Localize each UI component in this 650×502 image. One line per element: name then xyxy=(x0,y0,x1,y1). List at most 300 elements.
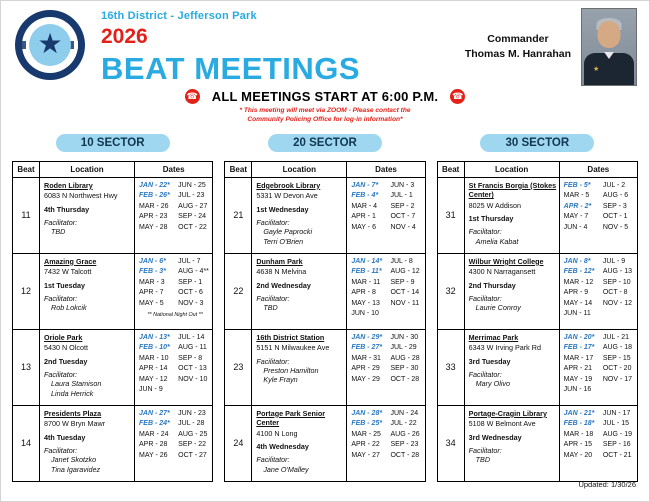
meeting-date: SEP - 24 xyxy=(178,213,207,221)
column-header: Dates xyxy=(135,161,213,177)
meeting-date: SEP - 8 xyxy=(178,354,203,362)
facilitator-label: Facilitator: xyxy=(44,445,78,455)
location-address: 5151 N Milwaukee Ave xyxy=(256,343,330,353)
phone-icon-right: ☎ xyxy=(450,89,465,104)
meeting-date: FEB - 25* xyxy=(351,420,383,428)
dates-columns xyxy=(351,409,423,462)
updated-label: Updated: 1/30/26 xyxy=(578,480,636,489)
location-address: 5108 W Belmont Ave xyxy=(468,419,536,429)
meeting-date: AUG - 25 xyxy=(178,430,208,438)
dates-columns xyxy=(564,257,636,320)
dates-columns xyxy=(139,409,211,462)
police-star-icon: ★ xyxy=(37,28,63,59)
dates-column xyxy=(564,257,597,320)
beat-number: 12 xyxy=(13,253,40,329)
district-line: 16th District - Jefferson Park xyxy=(101,10,257,22)
meeting-day: 4th Wednesday xyxy=(256,441,309,451)
sector-header-pill: 30 SECTOR xyxy=(480,134,594,152)
meeting-date: JUL - 28 xyxy=(178,420,205,428)
year-label: 2026 xyxy=(101,25,148,48)
meeting-date: FEB - 26* xyxy=(139,192,170,200)
meeting-date: AUG - 11 xyxy=(178,344,207,352)
table-header-row xyxy=(437,161,637,177)
meeting-date: JUN - 17 xyxy=(602,409,631,417)
location-address: 8700 W Bryn Mawr xyxy=(44,419,106,429)
beat-number: 33 xyxy=(437,329,464,405)
phone-icon-left: ☎ xyxy=(185,89,200,104)
facilitator-name: Kyle Frayn xyxy=(263,375,298,385)
dates-cell xyxy=(135,329,213,405)
meeting-date: APR - 9 xyxy=(563,289,589,297)
meeting-date: FEB - 27* xyxy=(351,344,383,352)
banner-text: ALL MEETINGS START AT 6:00 P.M. xyxy=(211,89,439,104)
meeting-date: JUN - 24 xyxy=(390,409,419,417)
meeting-date: JAN - 20* xyxy=(563,333,595,341)
meeting-date: JAN - 22* xyxy=(139,181,170,189)
beat-number: 32 xyxy=(437,253,464,329)
facilitator-label: Facilitator: xyxy=(256,293,290,303)
meeting-date: OCT - 21 xyxy=(602,451,632,459)
dates-column xyxy=(351,181,384,234)
commander-photo xyxy=(581,8,637,86)
meeting-date: FEB - 4* xyxy=(351,192,379,200)
location-name: St Francis Borgia (Stokes Center) xyxy=(468,180,557,200)
flyer-header xyxy=(1,1,649,87)
facilitator-label: Facilitator: xyxy=(468,445,502,455)
location-name: 16th District Station xyxy=(256,332,325,342)
beat-row xyxy=(437,329,637,405)
beat-number: 22 xyxy=(225,253,252,329)
beat-row xyxy=(13,177,213,253)
meeting-date: JAN - 27* xyxy=(139,409,170,417)
meeting-date: JUL - 15 xyxy=(602,420,630,428)
dates-column xyxy=(390,333,423,386)
dates-columns xyxy=(351,257,423,320)
district-badge-logo xyxy=(15,10,85,80)
meeting-date: JUN - 9 xyxy=(139,386,163,394)
meeting-date: MAR - 25 xyxy=(351,430,381,438)
location-name: Portage-Cragin Library xyxy=(468,408,547,418)
beat-number: 31 xyxy=(437,177,464,253)
dates-columns xyxy=(139,333,211,396)
dates-cell xyxy=(347,329,425,405)
dates-cell xyxy=(559,177,637,253)
location-address: 4638 N Melvina xyxy=(256,267,307,277)
meeting-date: AUG - 26 xyxy=(390,430,420,438)
meeting-date: JUL - 8 xyxy=(390,257,413,265)
meeting-date: FEB - 5* xyxy=(563,181,591,189)
meeting-date: APR - 8 xyxy=(351,289,376,297)
meeting-date: JUN - 30 xyxy=(390,333,419,341)
beat-number: 34 xyxy=(437,405,464,481)
dates-column xyxy=(603,181,636,234)
meeting-date: MAR - 12 xyxy=(563,278,594,286)
meeting-date: APR - 7 xyxy=(139,289,164,297)
meeting-date: FEB - 11* xyxy=(351,268,382,276)
meeting-date: SEP - 9 xyxy=(390,278,415,286)
beat-row xyxy=(437,253,637,329)
facilitator-label: Facilitator: xyxy=(44,369,78,379)
location-name: Oriole Park xyxy=(44,332,83,342)
meeting-date: SEP - 15 xyxy=(602,354,631,362)
dates-cell xyxy=(559,405,637,481)
location-address: 5331 W Devon Ave xyxy=(256,191,318,201)
facilitator-name: Mary Olivo xyxy=(475,379,511,389)
facilitator-label: Facilitator: xyxy=(256,455,290,465)
photo-head xyxy=(598,21,621,48)
dates-column xyxy=(139,409,172,462)
meeting-day: 2nd Thursday xyxy=(468,280,516,290)
meeting-date: MAY - 27 xyxy=(351,451,380,459)
meeting-date: FEB - 3* xyxy=(139,268,166,276)
meeting-date: SEP - 23 xyxy=(390,441,419,449)
meeting-date: SEP - 2 xyxy=(390,202,415,210)
meeting-date: AUG - 28 xyxy=(390,354,420,362)
location-cell xyxy=(252,329,347,405)
dates-column xyxy=(603,257,636,320)
facilitator-name: Gayle Paprocki xyxy=(263,227,313,237)
meeting-date: AUG - 27 xyxy=(178,202,208,210)
meeting-date: NOV - 10 xyxy=(178,375,208,383)
meeting-date: JUL - 2 xyxy=(602,181,626,189)
facilitator-name: Laurie Conroy xyxy=(475,303,521,313)
dates-column xyxy=(351,333,384,386)
facilitator-name: Preston Hamilton xyxy=(263,365,319,375)
beat-row xyxy=(13,329,213,405)
meeting-date: AUG - 18 xyxy=(602,344,632,352)
beat-row xyxy=(225,177,425,253)
meeting-date: FEB - 18* xyxy=(563,420,595,428)
meeting-date: SEP - 16 xyxy=(602,441,631,449)
dates-columns xyxy=(139,181,211,234)
column-header: Location xyxy=(464,161,559,177)
meeting-date: AUG - 6 xyxy=(602,192,629,200)
meeting-date: OCT - 8 xyxy=(602,289,628,297)
dates-column xyxy=(178,181,211,234)
location-address: 6083 N Northwest Hwy xyxy=(44,191,118,201)
meeting-date: MAY - 13 xyxy=(351,299,380,307)
location-address: 4100 N Long xyxy=(256,428,298,438)
column-header: Dates xyxy=(559,161,637,177)
meeting-date: MAR - 3 xyxy=(139,278,165,286)
meeting-date: FEB - 17* xyxy=(563,344,595,352)
meeting-day: 2nd Tuesday xyxy=(44,356,88,366)
location-name: Merrimac Park xyxy=(468,332,519,342)
meeting-date: MAY - 7 xyxy=(563,213,589,221)
zoom-note-line1: * This meeting will meet via ZOOM - Please contact the xyxy=(239,107,411,114)
meeting-date: MAY - 6 xyxy=(351,223,376,231)
meeting-date: MAR - 31 xyxy=(351,354,381,362)
meeting-date: NOV - 12 xyxy=(602,299,632,307)
dates-column xyxy=(351,257,384,320)
commander-name: Thomas M. Hanrahan xyxy=(464,48,571,61)
column-header: Dates xyxy=(347,161,425,177)
title-block xyxy=(101,8,360,87)
meeting-date: JUN - 11 xyxy=(563,310,591,318)
dates-column xyxy=(564,409,597,462)
meeting-date: OCT - 22 xyxy=(178,223,207,231)
location-name: Edgebrook Library xyxy=(256,180,321,190)
facilitator-name: Linda Herrick xyxy=(51,388,94,398)
beat-table xyxy=(437,161,638,482)
beat-table xyxy=(224,161,425,482)
meeting-date: JUL - 14 xyxy=(178,333,205,341)
meeting-date: SEP - 22 xyxy=(178,441,207,449)
meeting-date: JAN - 29* xyxy=(351,333,383,341)
badge-inner-disc xyxy=(29,24,71,66)
column-header: Location xyxy=(252,161,347,177)
badge-star-icon: ★ xyxy=(593,66,600,73)
meeting-date: APR - 28 xyxy=(139,441,168,449)
meeting-date: NOV - 5 xyxy=(602,223,629,231)
beat-table xyxy=(12,161,213,482)
table-header-row xyxy=(225,161,425,177)
facilitator-name: Janet Skotzko xyxy=(51,455,97,465)
meeting-date: AUG - 12 xyxy=(390,268,420,276)
column-header: Location xyxy=(40,161,135,177)
dates-column xyxy=(178,257,211,310)
sector-header-pill: 10 SECTOR xyxy=(56,134,170,152)
dates-cell xyxy=(347,253,425,329)
meeting-date: AUG - 19 xyxy=(602,430,632,438)
meeting-date: NOV - 4 xyxy=(390,223,416,231)
facilitator-name: Rob Lokcik xyxy=(51,303,87,313)
dates-cell xyxy=(135,177,213,253)
location-address: 5430 N Olcott xyxy=(44,343,88,353)
dates-cell xyxy=(135,253,213,329)
location-address: 8025 W Addison xyxy=(468,200,522,210)
meeting-date: JUL - 29 xyxy=(390,344,417,352)
location-cell xyxy=(40,177,135,253)
location-cell xyxy=(464,253,559,329)
meeting-date: APR - 29 xyxy=(351,365,380,373)
beat-number: 23 xyxy=(225,329,252,405)
meeting-day: 1st Tuesday xyxy=(44,280,86,290)
meeting-date: OCT - 1 xyxy=(602,213,628,221)
meeting-date: APR - 21 xyxy=(563,365,593,373)
meeting-date: MAR - 10 xyxy=(139,354,169,362)
meeting-date: JAN - 7* xyxy=(351,181,379,189)
column-header: Beat xyxy=(437,161,464,177)
beat-row xyxy=(225,253,425,329)
meeting-date: OCT - 14 xyxy=(390,289,420,297)
beat-number: 11 xyxy=(13,177,40,253)
dates-cell xyxy=(559,253,637,329)
dates-column xyxy=(139,181,172,234)
meeting-date: JUN - 23 xyxy=(178,409,206,417)
meeting-date: FEB - 12* xyxy=(563,268,595,276)
dates-column xyxy=(390,181,423,234)
meeting-date: OCT - 6 xyxy=(178,289,203,297)
meeting-day: 3rd Tuesday xyxy=(468,356,511,366)
facilitator-name: TBD xyxy=(475,455,491,465)
meeting-date: APR - 23 xyxy=(139,213,168,221)
facilitator-name: Jane O'Malley xyxy=(263,464,309,474)
meeting-day: 4th Thursday xyxy=(44,204,90,214)
meeting-date: JAN - 13* xyxy=(139,333,170,341)
meeting-date: MAY - 12 xyxy=(139,375,168,383)
sector-header-pill: 20 SECTOR xyxy=(268,134,382,152)
dates-column xyxy=(351,409,384,462)
location-cell xyxy=(252,177,347,253)
meeting-date: MAY - 19 xyxy=(563,375,593,383)
meeting-date: NOV - 11 xyxy=(390,299,420,307)
location-cell xyxy=(464,177,559,253)
dates-cell xyxy=(135,405,213,481)
dates-note: ** National Night Out ** xyxy=(147,312,203,319)
dates-columns xyxy=(139,257,211,310)
meeting-date: MAR - 18 xyxy=(563,430,594,438)
dates-column xyxy=(178,333,211,396)
sector-column xyxy=(224,134,425,482)
meeting-date: MAR - 11 xyxy=(351,278,381,286)
zoom-note-line2: Community Policing Office for log-in information* xyxy=(247,115,403,123)
meeting-date: MAY - 14 xyxy=(563,299,593,307)
meeting-day: 3rd Wednesday xyxy=(468,432,522,442)
meeting-date: NOV - 3 xyxy=(178,299,204,307)
meeting-date: JAN - 6* xyxy=(139,257,166,265)
meeting-day: 1st Thursday xyxy=(468,213,514,223)
meeting-date: OCT - 27 xyxy=(178,451,207,459)
meeting-date: APR - 2* xyxy=(563,202,592,210)
location-name: Wilbur Wright College xyxy=(468,256,544,266)
dates-column xyxy=(603,333,636,396)
meeting-date: APR - 1 xyxy=(351,213,376,221)
meeting-date: SEP - 3 xyxy=(602,202,627,210)
location-cell xyxy=(464,405,559,481)
location-name: Roden Library xyxy=(44,180,93,190)
facilitator-label: Facilitator: xyxy=(44,293,78,303)
sector-tables xyxy=(1,134,649,482)
facilitator-name: Laura Stamison xyxy=(51,379,102,389)
location-name: Dunham Park xyxy=(256,256,303,266)
meeting-date: MAR - 5 xyxy=(563,192,590,200)
meeting-date: MAY - 28 xyxy=(139,223,168,231)
meeting-date: JUL - 22 xyxy=(390,420,417,428)
meeting-date: JUN - 25 xyxy=(178,181,206,189)
location-address: 6343 W Irving Park Rd xyxy=(468,343,541,353)
sector-column xyxy=(12,134,213,482)
location-cell xyxy=(40,329,135,405)
facilitator-label: Facilitator: xyxy=(468,369,502,379)
meeting-date: JUL - 9 xyxy=(602,257,626,265)
meeting-date: JUL - 1 xyxy=(390,192,413,200)
column-header: Beat xyxy=(225,161,252,177)
meeting-date: NOV - 17 xyxy=(602,375,632,383)
meeting-date: OCT - 7 xyxy=(390,213,416,221)
meeting-date: JAN - 28* xyxy=(351,409,383,417)
beat-row xyxy=(225,405,425,481)
beat-row xyxy=(13,253,213,329)
meeting-date: MAY - 26 xyxy=(139,451,168,459)
beat-row xyxy=(13,405,213,481)
beat-number: 21 xyxy=(225,177,252,253)
dates-column xyxy=(139,333,172,396)
facilitator-name: Terri O'Brien xyxy=(263,236,304,246)
meeting-date: MAY - 5 xyxy=(139,299,164,307)
dates-column xyxy=(390,257,423,320)
meeting-day: 1st Wednesday xyxy=(256,204,309,214)
meeting-date: OCT - 28 xyxy=(390,451,420,459)
location-address: 7432 W Talcott xyxy=(44,267,92,277)
beat-number: 24 xyxy=(225,405,252,481)
meeting-date: SEP - 1 xyxy=(178,278,203,286)
meeting-date: AUG - 13 xyxy=(602,268,632,276)
meeting-date: JAN - 8* xyxy=(563,257,591,265)
meeting-date: MAR - 4 xyxy=(351,202,377,210)
dates-cell xyxy=(347,405,425,481)
dates-column xyxy=(564,181,597,234)
facilitator-name: TBD xyxy=(51,227,66,237)
meeting-date: APR - 15 xyxy=(563,441,593,449)
meeting-date: OCT - 28 xyxy=(390,375,420,383)
dates-cell xyxy=(559,329,637,405)
location-name: Amazing Grace xyxy=(44,256,97,266)
meeting-date: JUL - 21 xyxy=(602,333,630,341)
dates-columns xyxy=(351,333,423,386)
dates-column xyxy=(178,409,211,462)
meeting-date: JAN - 14* xyxy=(351,257,383,265)
meeting-day: 2nd Wednesday xyxy=(256,280,311,290)
dates-column xyxy=(603,409,636,462)
facilitator-name: Tina Igaravidez xyxy=(51,464,101,474)
commander-block xyxy=(465,8,571,62)
facilitator-name: TBD xyxy=(263,303,278,313)
column-header: Beat xyxy=(13,161,40,177)
meeting-date: SEP - 30 xyxy=(390,365,419,373)
facilitator-label: Facilitator: xyxy=(256,217,290,227)
meeting-date: APR - 14 xyxy=(139,365,168,373)
beat-row xyxy=(437,177,637,253)
commander-label: Commander xyxy=(487,33,549,45)
meeting-time-banner xyxy=(1,89,649,104)
table-header-row xyxy=(13,161,213,177)
location-cell xyxy=(252,253,347,329)
meeting-date: JUL - 7 xyxy=(178,257,201,265)
meeting-date: JUN - 3 xyxy=(390,181,415,189)
meeting-date: MAR - 26 xyxy=(139,202,169,210)
location-address: 4300 N Narragansett xyxy=(468,267,536,277)
dates-columns xyxy=(351,181,423,234)
meeting-date: OCT - 13 xyxy=(178,365,207,373)
facilitator-label: Facilitator: xyxy=(468,227,502,237)
dates-columns xyxy=(564,181,636,234)
facilitator-label: Facilitator: xyxy=(256,356,290,366)
beat-row xyxy=(225,329,425,405)
sector-column xyxy=(437,134,638,482)
zoom-note xyxy=(1,107,649,125)
dates-column xyxy=(390,409,423,462)
meeting-day: 4th Tuesday xyxy=(44,432,86,442)
meeting-date: FEB - 10* xyxy=(139,344,170,352)
meeting-date: OCT - 20 xyxy=(602,365,632,373)
location-name: Presidents Plaza xyxy=(44,408,102,418)
facilitator-label: Facilitator: xyxy=(44,217,78,227)
meeting-date: MAR - 24 xyxy=(139,430,169,438)
dates-columns xyxy=(564,409,636,462)
meeting-date: APR - 22 xyxy=(351,441,380,449)
dates-cell xyxy=(347,177,425,253)
dates-column xyxy=(564,333,597,396)
location-cell xyxy=(40,405,135,481)
beat-number: 14 xyxy=(13,405,40,481)
meeting-date: FEB - 24* xyxy=(139,420,170,428)
meeting-date: AUG - 4** xyxy=(178,268,209,276)
meeting-date: JUN - 4 xyxy=(563,223,588,231)
beat-number: 13 xyxy=(13,329,40,405)
meeting-date: MAY - 29 xyxy=(351,375,380,383)
facilitator-label: Facilitator: xyxy=(468,293,502,303)
